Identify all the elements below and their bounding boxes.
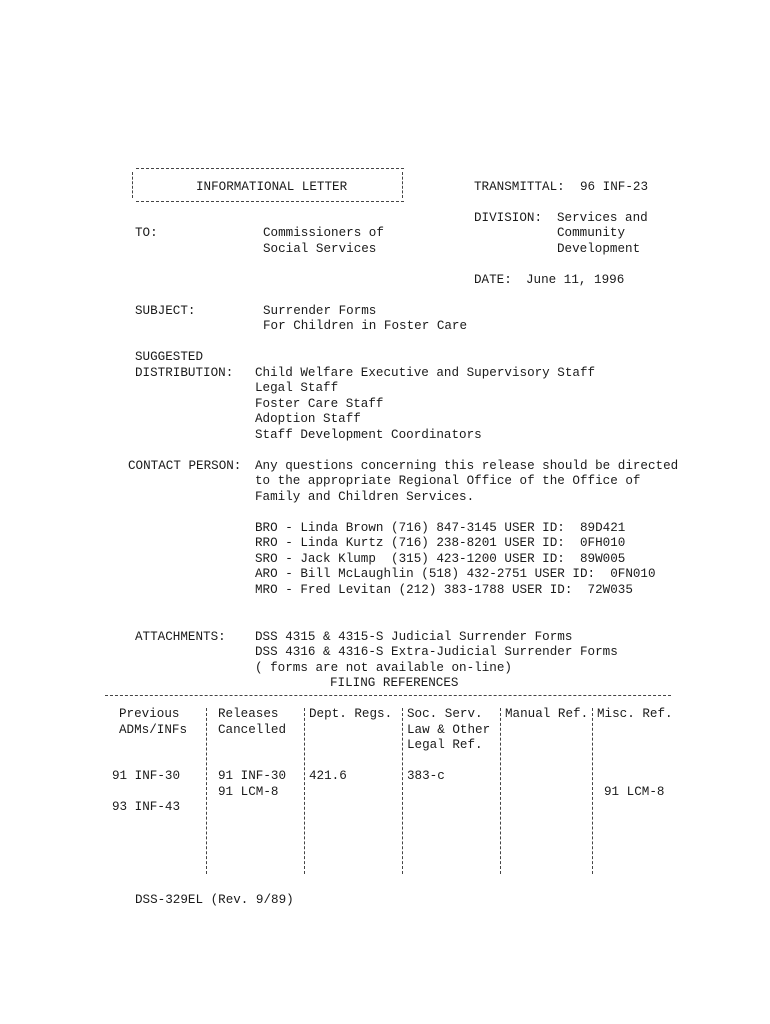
- regional-office-contact: MRO - Fred Levitan (212) 383-1788 USER ID: 72W035: [255, 583, 633, 597]
- filing-references-title: FILING REFERENCES: [330, 676, 459, 690]
- column-header: ADMs/INFs: [119, 723, 188, 737]
- header-box-right-border: [402, 172, 403, 198]
- table-cell: 91 INF-30: [218, 769, 287, 783]
- subject-line: For Children in Foster Care: [263, 319, 468, 333]
- table-cell: 93 INF-43: [112, 800, 181, 814]
- distribution-item: Staff Development Coordinators: [255, 428, 482, 442]
- column-header: Soc. Serv.: [407, 707, 483, 721]
- division-label: DIVISION:: [474, 211, 543, 225]
- column-header: Releases: [218, 707, 279, 721]
- column-header: Law & Other: [407, 723, 491, 737]
- to-line: Social Services: [263, 242, 377, 256]
- column-header: Previous: [119, 707, 180, 721]
- distribution-label: SUGGESTED: [135, 350, 204, 364]
- column-header: Legal Ref.: [407, 738, 483, 752]
- division-line: Community: [557, 226, 626, 240]
- distribution-item: Adoption Staff: [255, 412, 361, 426]
- attachments-label: ATTACHMENTS:: [135, 630, 226, 644]
- column-header: Dept. Regs.: [309, 707, 393, 721]
- to-line: Commissioners of: [263, 226, 384, 240]
- attachment-line: ( forms are not available on-line): [255, 661, 512, 675]
- distribution-item: Legal Staff: [255, 381, 339, 395]
- regional-office-contact: BRO - Linda Brown (716) 847-3145 USER ID: 89D421: [255, 521, 626, 535]
- division-line: Development: [557, 242, 641, 256]
- filing-divider: [105, 695, 671, 696]
- header-box-bottom-border: [136, 201, 404, 202]
- column-separator: [304, 708, 305, 874]
- contact-line: Family and Children Services.: [255, 490, 475, 504]
- contact-label: CONTACT PERSON:: [128, 459, 242, 473]
- table-cell: 91 INF-30: [112, 769, 181, 783]
- distribution-item: Foster Care Staff: [255, 397, 384, 411]
- contact-line: to the appropriate Regional Office of the Office of: [255, 474, 641, 488]
- header-box-top-border: [136, 168, 404, 169]
- table-cell: 91 LCM-8: [218, 785, 279, 799]
- regional-office-contact: SRO - Jack Klump (315) 423-1200 USER ID: 89W005: [255, 552, 626, 566]
- regional-office-contact: ARO - Bill McLaughlin (518) 432-2751 USER ID: 0FN010: [255, 567, 656, 581]
- column-header: Manual Ref.: [505, 707, 589, 721]
- transmittal-label: TRANSMITTAL:: [474, 180, 565, 194]
- regional-office-contact: RRO - Linda Kurtz (716) 238-8201 USER ID: 0FH010: [255, 536, 626, 550]
- attachment-line: DSS 4316 & 4316-S Extra-Judicial Surrender Forms: [255, 645, 618, 659]
- header-box-left-border: [132, 172, 133, 198]
- table-cell: 91 LCM-8: [604, 785, 665, 799]
- subject-label: SUBJECT:: [135, 304, 196, 318]
- letter-title: INFORMATIONAL LETTER: [196, 180, 348, 194]
- column-header: Misc. Ref.: [597, 707, 673, 721]
- attachment-line: DSS 4315 & 4315-S Judicial Surrender Forms: [255, 630, 573, 644]
- division-line: Services and: [557, 211, 648, 225]
- table-cell: 383-c: [407, 769, 445, 783]
- form-id: DSS-329EL (Rev. 9/89): [135, 893, 294, 907]
- date-label: DATE:: [474, 273, 512, 287]
- subject-line: Surrender Forms: [263, 304, 377, 318]
- transmittal-value: 96 INF-23: [580, 180, 649, 194]
- column-separator: [500, 708, 501, 874]
- distribution-item: Child Welfare Executive and Supervisory Staff: [255, 366, 596, 380]
- contact-line: Any questions concerning this release should be directed: [255, 459, 679, 473]
- column-header: Cancelled: [218, 723, 287, 737]
- column-separator: [206, 708, 207, 874]
- table-cell: 421.6: [309, 769, 347, 783]
- to-label: TO:: [135, 226, 158, 240]
- date-value: June 11, 1996: [526, 273, 625, 287]
- column-separator: [402, 708, 403, 874]
- column-separator: [592, 708, 593, 874]
- distribution-label: DISTRIBUTION:: [135, 366, 234, 380]
